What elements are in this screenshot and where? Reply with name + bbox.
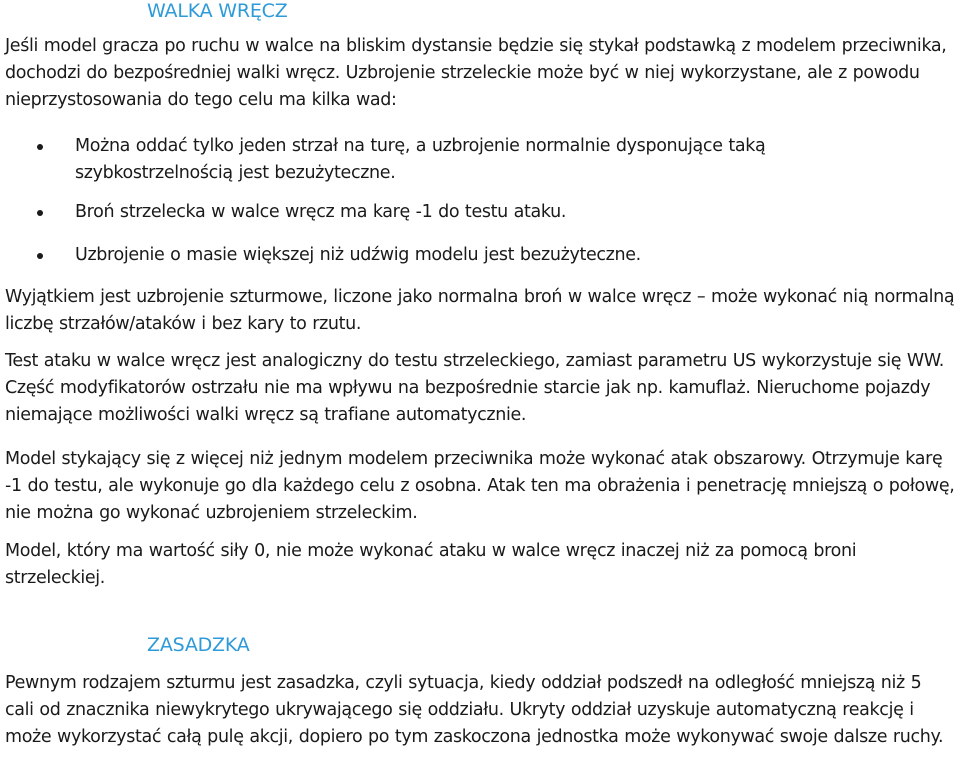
paragraph-melee-intro: Jeśli model gracza po ruchu w walce na bliskim dystansie będzie się stykał podstawką z modelem przeciwnika, dochodzi do bezpośredniej walki wręcz. Uzbrojenie strzeleckie może być w niej wykorzystane, ale z powodu nieprzystosowania do tego celu ma kilka wad: <box>5 36 947 110</box>
bullet-item <box>75 133 915 187</box>
paragraph-melee: Wyjątkiem jest uzbrojenie szturmowe, liczone jako normalna broń w walce wręcz – może wykonać nią normalną liczbę strzałów/ataków i bez kary to rzutu. <box>5 287 955 334</box>
paragraph-melee: Model stykający się z więcej niż jednym modelem przeciwnika może wykonać atak obszarowy. Otrzymuje karę -1 do testu, ale wykonuje go dla każdego celu z osobna. Atak ten ma obrażenia i penetrację mniejszą o połowę, nie można go wykonać uzbrojeniem strzeleckim. <box>5 449 955 523</box>
paragraph-melee: Test ataku w walce wręcz jest analogiczny do testu strzeleckiego, zamiast parametru US wykorzystuje się WW. Część modyfikatorów ostrzału nie ma wpływu na bezpośrednie starcie jak np. kamuflaż. Nieruchome pojazdy niemające możliwości walki wręcz są trafiane automatycznie. <box>5 351 944 425</box>
bullet-item <box>75 199 915 226</box>
bullet-dot-icon <box>37 144 43 150</box>
section-heading-ambush: ZASADZKA <box>147 634 250 656</box>
paragraph-melee: Model, który ma wartość siły 0, nie może wykonać ataku w walce wręcz inaczej niż za pomocą broni strzeleckiej. <box>5 541 857 588</box>
bullet-text: Można oddać tylko jeden strzał na turę, a uzbrojenie normalnie dysponujące taką szybkostrzelnością jest bezużyteczne. <box>75 136 766 183</box>
bullet-text: Broń strzelecka w walce wręcz ma karę -1 do testu ataku. <box>75 202 567 222</box>
bullet-dot-icon <box>37 210 43 216</box>
section-heading-melee: WALKA WRĘCZ <box>147 0 288 22</box>
bullet-dot-icon <box>37 253 43 259</box>
bullet-text: Uzbrojenie o masie większej niż udźwig modelu jest bezużyteczne. <box>75 245 641 265</box>
paragraph-ambush: Pewnym rodzajem szturmu jest zasadzka, czyli sytuacja, kiedy oddział podszedł na odległość mniejszą niż 5 cali od znacznika niewykrytego ukrywającego się oddziału. Ukryty oddział uzyskuje automatyczną reakcję i może wykorzystać całą pulę akcji, dopiero po tym zaskoczona jednostka może wykonywać swoje dalsze ruchy. <box>5 673 944 747</box>
bullet-item <box>75 242 915 269</box>
